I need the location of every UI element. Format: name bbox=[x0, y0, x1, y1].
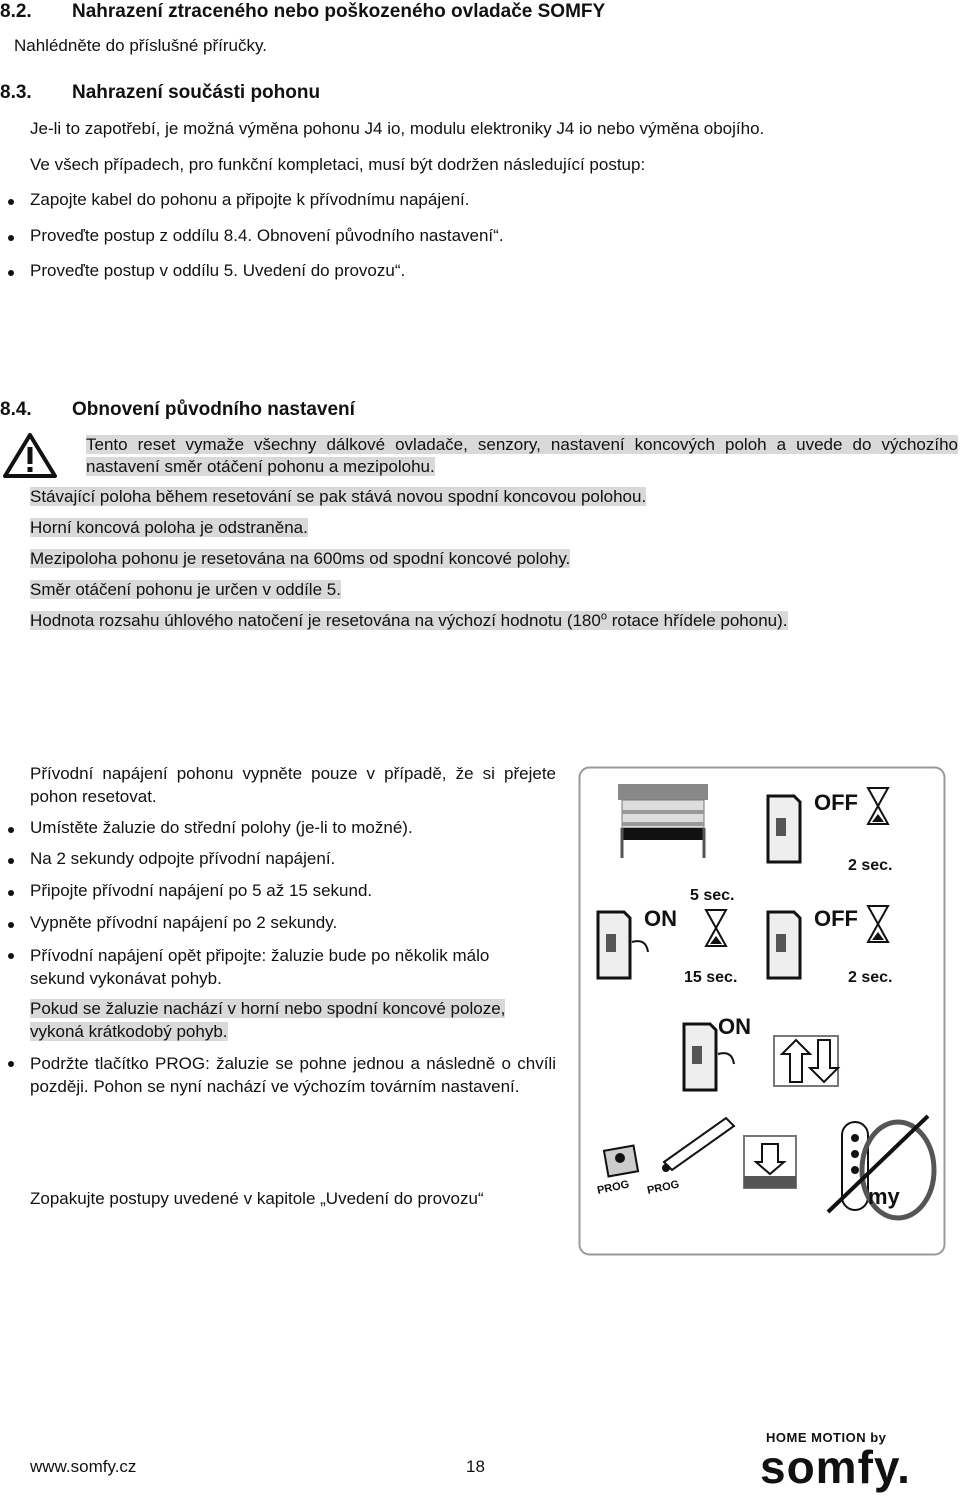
time-label: 2 sec. bbox=[848, 857, 893, 874]
note-line bbox=[30, 487, 646, 507]
list-item: Umístěte žaluzie do střední polohy (je-li to možné). bbox=[30, 818, 413, 837]
prog-label: PROG bbox=[646, 1178, 681, 1197]
list-item: Přívodní napájení opět připojte: žaluzie bude po několik málo sekund vykonávat pohyb. bbox=[30, 944, 530, 990]
section-8-2-number: 8.2. bbox=[0, 1, 32, 22]
list-item: Proveďte postup z oddílu 8.4. Obnovení původního nastavení“. bbox=[30, 226, 504, 245]
my-label: my bbox=[868, 1184, 900, 1209]
section-8-3-number: 8.3. bbox=[0, 82, 32, 103]
note-text: Směr otáčení pohonu je určen v oddíle 5. bbox=[30, 580, 341, 599]
section-8-2-text: Nahlédněte do příslušné příručky. bbox=[14, 36, 267, 55]
brand-tagline: HOME MOTION by bbox=[766, 1430, 887, 1445]
note-text: Horní koncová poloha je odstraněna. bbox=[30, 518, 308, 537]
section-8-3-line2: Ve všech případech, pro funkční kompletaci, musí být dodržen následující postup: bbox=[30, 155, 646, 174]
note-line bbox=[30, 518, 308, 538]
warning-text-content: Tento reset vymaže všechny dálkové ovladače, senzory, nastavení koncových poloh a uvede do výchozího nastavení směr otáčení pohonu a mezipolohu. bbox=[86, 435, 958, 476]
list-item: Zapojte kabel do pohonu a připojte k přívodnímu napájení. bbox=[30, 190, 470, 209]
warning-text bbox=[86, 434, 958, 478]
section-8-3-title: Nahrazení součásti pohonu bbox=[72, 82, 321, 103]
prog-label: PROG bbox=[596, 1178, 631, 1197]
off-label: OFF bbox=[814, 906, 858, 931]
section-8-2-title: Nahrazení ztraceného nebo poškozeného ovladače SOMFY bbox=[72, 1, 606, 22]
highlight-note bbox=[30, 997, 530, 1043]
prog-button-icon bbox=[604, 1146, 638, 1177]
note-line bbox=[30, 610, 788, 631]
footer-url: www.somfy.cz bbox=[30, 1457, 137, 1476]
section-8-3-line1: Je-li to zapotřebí, je možná výměna pohonu J4 io, modulu elektroniky J4 io nebo výměna obojího. bbox=[30, 119, 765, 138]
off-label: OFF bbox=[814, 790, 858, 815]
blind-up-down-icon bbox=[774, 1036, 838, 1086]
section-8-4-number: 8.4. bbox=[0, 399, 32, 420]
time-label: 15 sec. bbox=[684, 969, 738, 986]
time-label: 5 sec. bbox=[690, 887, 735, 904]
note-text: rotace hřídele pohonu). bbox=[606, 610, 788, 630]
procedure-intro: Přívodní napájení pohonu vypněte pouze v případě, že si přejete pohon resetovat. bbox=[30, 764, 556, 806]
list-item: Proveďte postup v oddílu 5. Uvedení do provozu“. bbox=[30, 261, 406, 280]
breaker-off-icon bbox=[768, 796, 800, 862]
reset-procedure-illustration bbox=[578, 766, 946, 1256]
section-8-4-title: Obnovení původního nastavení bbox=[72, 399, 355, 420]
page-number: 18 bbox=[466, 1457, 485, 1476]
list-item: Podržte tlačítko PROG: žaluzie se pohne jednou a následně o chvíli později. Pohon se nyní nachází ve výchozím továrním nastavení. bbox=[30, 1054, 556, 1096]
warning-icon bbox=[3, 432, 57, 478]
blind-down-icon bbox=[744, 1136, 796, 1188]
note-text: Hodnota rozsahu úhlového natočení je resetována na výchozí hodnotu (180 bbox=[30, 610, 601, 630]
list-item: Připojte přívodní napájení po 5 až 15 sekund. bbox=[30, 881, 373, 900]
on-label: ON bbox=[718, 1014, 751, 1039]
list-item: Vypněte přívodní napájení po 2 sekundy. bbox=[30, 913, 338, 932]
list-item: Na 2 sekundy odpojte přívodní napájení. bbox=[30, 849, 336, 868]
note-line bbox=[30, 549, 570, 569]
note-text: Stávající poloha během resetování se pak stává novou spodní koncovou polohou. bbox=[30, 487, 647, 506]
time-label: 2 sec. bbox=[848, 969, 893, 986]
note-text: Mezipoloha pohonu je resetována na 600ms od spodní koncové polohy. bbox=[30, 549, 571, 568]
repeat-instruction: Zopakujte postupy uvedené v kapitole „Uvedení do provozu“ bbox=[30, 1189, 484, 1208]
on-label: ON bbox=[644, 906, 677, 931]
degree-sup: o bbox=[600, 610, 607, 622]
somfy-logo: somfy. bbox=[760, 1441, 911, 1493]
highlight-note-text: Pokud se žaluzie nachází v horní nebo spodní koncové poloze, vykoná krátkodobý pohyb. bbox=[30, 999, 506, 1041]
note-line bbox=[30, 580, 341, 600]
breaker-off-icon bbox=[768, 912, 800, 978]
